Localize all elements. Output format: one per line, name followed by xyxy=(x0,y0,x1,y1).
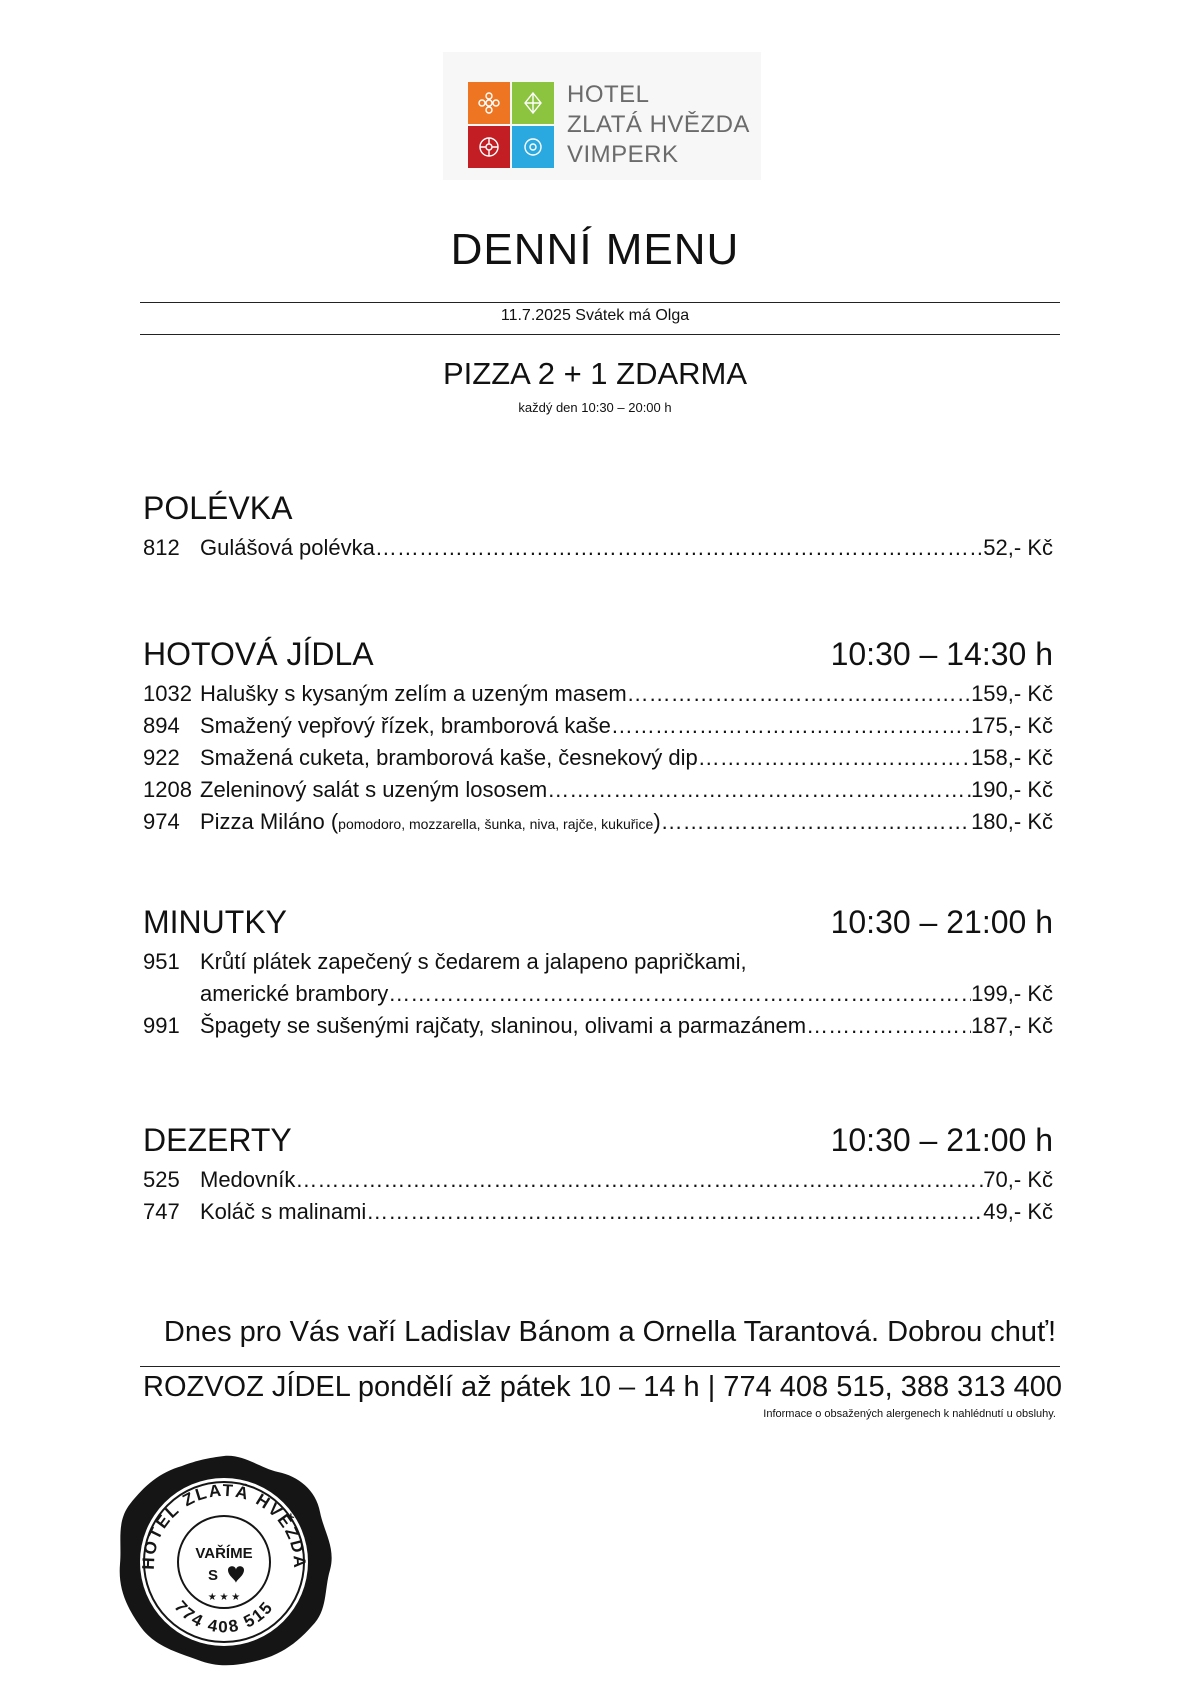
item-price: 187,- Kč xyxy=(971,1013,1053,1038)
item-name: Medovník xyxy=(200,1167,296,1192)
item-name: Halušky s kysaným zelím a uzeným masem xyxy=(200,681,627,706)
menu-item xyxy=(143,678,1053,710)
item-price: 190,- Kč xyxy=(971,777,1053,802)
dot-leader xyxy=(388,978,971,1010)
title-top-divider xyxy=(140,302,1060,303)
stamp-ring-text: HOTEL ZLATÁ HVĚZDA xyxy=(138,1480,310,1571)
menu-item xyxy=(143,1196,1053,1228)
dot-leader xyxy=(611,710,971,742)
logo-tile-orange xyxy=(468,82,510,124)
dot-leader xyxy=(627,678,971,710)
footer-divider xyxy=(140,1366,1060,1367)
section-time: 10:30 – 21:00 h xyxy=(830,904,1053,940)
item-name: Zeleninový salát s uzeným lososem xyxy=(200,777,548,802)
section-header-desserts xyxy=(143,1122,1053,1159)
section-title: POLÉVKA xyxy=(143,490,293,526)
dot-leader xyxy=(366,1196,983,1228)
chefs-note: Dnes pro Vás vaří Ladislav Bánom a Ornella Tarantová. Dobrou chuť! xyxy=(163,1316,1056,1348)
item-ingredients: pomodoro, mozzarella, šunka, niva, rajče, kukuřice xyxy=(338,816,654,832)
item-number: 747 xyxy=(143,1199,180,1224)
item-number: 812 xyxy=(143,535,180,560)
menu-item xyxy=(143,774,1053,806)
menu-item xyxy=(143,806,1053,840)
item-price: 49,- Kč xyxy=(983,1199,1053,1224)
menu-item xyxy=(143,946,1053,978)
item-price: 180,- Kč xyxy=(971,809,1053,834)
item-price: 52,- Kč xyxy=(983,535,1053,560)
item-number: 525 xyxy=(143,1167,180,1192)
logo-line-1: HOTEL xyxy=(567,81,650,108)
section-title: HOTOVÁ JÍDLA xyxy=(143,636,374,672)
menu-item xyxy=(143,742,1053,774)
wheel-icon xyxy=(476,134,502,160)
dot-leader xyxy=(806,1010,971,1042)
section-header-minute-meals xyxy=(143,904,1053,941)
stamp-center-line-2: S xyxy=(207,1567,219,1584)
logo-tile-blue xyxy=(512,126,554,168)
dot-leader xyxy=(547,774,971,806)
item-number: 922 xyxy=(143,745,180,770)
logo-line-3: VIMPERK xyxy=(567,141,679,168)
logo-tile-green xyxy=(512,82,554,124)
star-icon: ★ ★ ★ xyxy=(207,1592,241,1603)
item-name xyxy=(200,806,661,840)
menu-item xyxy=(143,710,1053,742)
menu-item-continuation xyxy=(143,978,1053,1010)
item-name: Krůtí plátek zapečený s čedarem a jalapeno papričkami, xyxy=(200,949,747,974)
allergen-note: Informace o obsažených alergenech k nahlédnutí u obsluhy. xyxy=(763,1408,1056,1420)
item-price: 159,- Kč xyxy=(971,681,1053,706)
item-name-end: ) xyxy=(653,809,661,834)
page-title: DENNÍ MENU xyxy=(450,225,740,274)
item-name: Gulášová polévka xyxy=(200,535,375,560)
logo-text xyxy=(567,80,750,170)
item-number: 1208 xyxy=(143,777,192,802)
logo-tile-red xyxy=(468,126,510,168)
item-number: 1032 xyxy=(143,681,192,706)
leaf-icon xyxy=(520,90,546,116)
item-name: Koláč s malinami xyxy=(200,1199,367,1224)
item-number: 894 xyxy=(143,713,180,738)
stamp-phone: 774 408 515 xyxy=(170,1597,278,1637)
circle-icon xyxy=(520,134,546,160)
item-price: 158,- Kč xyxy=(971,745,1053,770)
dot-leader xyxy=(295,1164,983,1196)
item-price: 70,- Kč xyxy=(983,1167,1053,1192)
section-header-soup xyxy=(143,490,1053,527)
dot-leader xyxy=(375,532,983,564)
dot-leader xyxy=(698,742,971,774)
hotel-logo xyxy=(443,52,761,180)
logo-line-2: ZLATÁ HVĚZDA xyxy=(567,111,750,138)
flower-icon xyxy=(476,90,502,116)
section-title: DEZERTY xyxy=(143,1122,292,1158)
menu-item xyxy=(143,1164,1053,1196)
promo-subtitle: každý den 10:30 – 20:00 h xyxy=(518,400,672,415)
item-name: Smažený vepřový řízek, bramborová kaše xyxy=(200,713,611,738)
dot-leader xyxy=(661,806,971,840)
item-number: 991 xyxy=(143,1013,180,1038)
delivery-info: ROZVOZ JÍDEL pondělí až pátek 10 – 14 h | 774 408 515, 388 313 400 xyxy=(143,1371,1062,1403)
item-name-line-2: americké brambory xyxy=(200,981,389,1006)
section-time: 10:30 – 14:30 h xyxy=(830,636,1053,672)
promo-title: PIZZA 2 + 1 ZDARMA xyxy=(442,356,748,391)
item-price: 175,- Kč xyxy=(971,713,1053,738)
menu-item xyxy=(143,532,1053,564)
section-time: 10:30 – 21:00 h xyxy=(830,1122,1053,1158)
item-name: Smažená cuketa, bramborová kaše, česnekový dip xyxy=(200,745,698,770)
item-number: 974 xyxy=(143,809,180,834)
menu-item xyxy=(143,1010,1053,1042)
section-title: MINUTKY xyxy=(143,904,287,940)
item-name-start: Pizza Miláno ( xyxy=(200,809,339,834)
section-header-ready-meals xyxy=(143,636,1053,673)
title-bottom-divider xyxy=(140,334,1060,335)
hotel-stamp xyxy=(112,1448,337,1673)
stamp-center-line-1: VAŘÍME xyxy=(195,1545,253,1562)
date-line: 11.7.2025 Svátek má Olga xyxy=(500,307,690,324)
item-name: Špagety se sušenými rajčaty, slaninou, olivami a parmazánem xyxy=(200,1013,807,1038)
item-price: 199,- Kč xyxy=(971,981,1053,1006)
item-number: 951 xyxy=(143,949,180,974)
